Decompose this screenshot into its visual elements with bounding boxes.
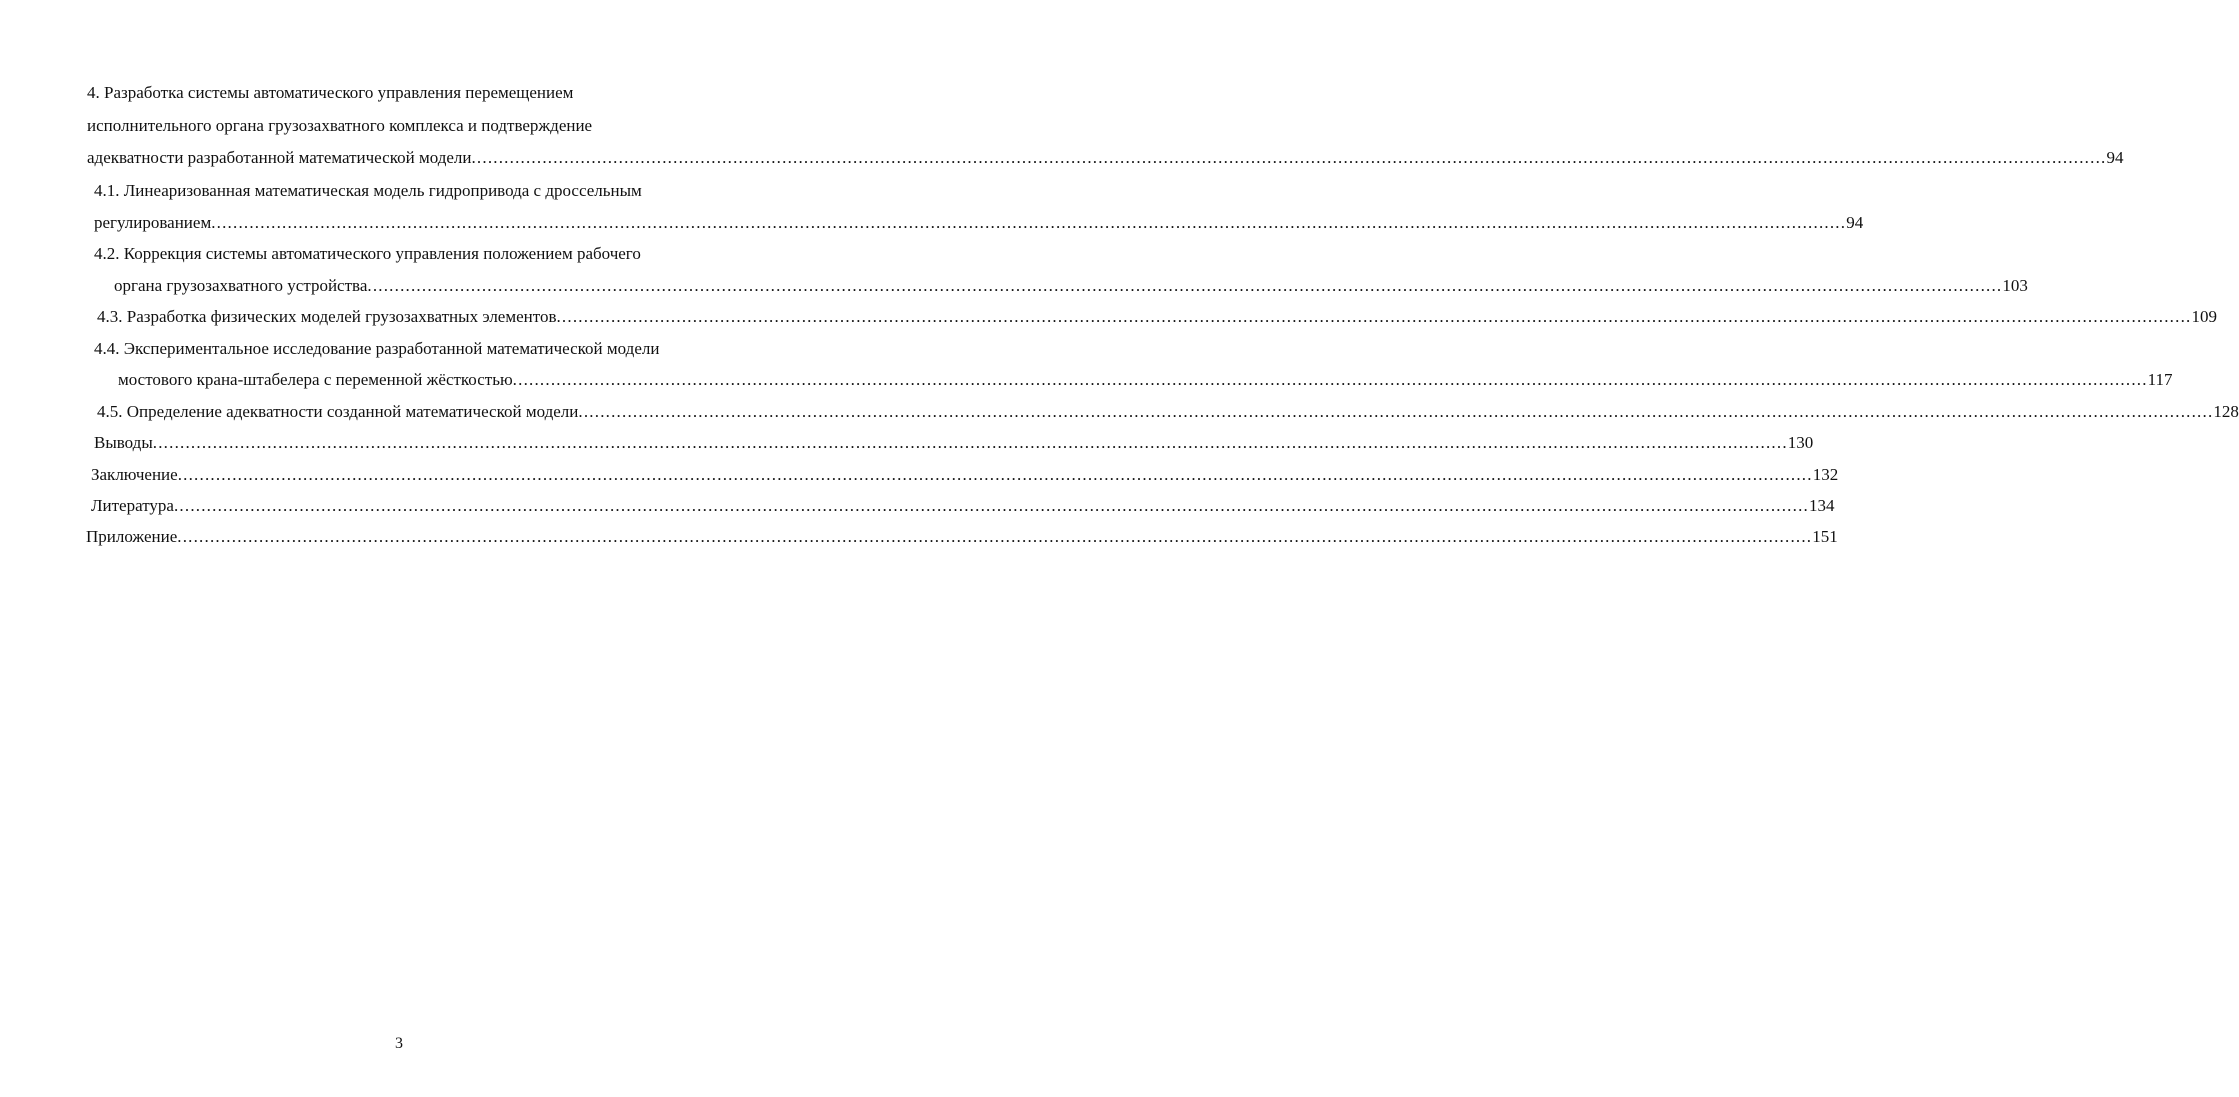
toc-chapter4-entry — [87, 148, 2124, 168]
toc-appendix-page: 151 — [1812, 527, 1838, 546]
toc-4-5-page: 128 — [2213, 402, 2239, 421]
toc-literature-title: Литература — [91, 496, 174, 515]
toc-4-1-entry — [94, 213, 1864, 233]
toc-leader-dots: ............................................................................................................................................................................................................................................................................................................ — [177, 465, 1813, 484]
toc-appendix-title: Приложение — [86, 527, 178, 546]
toc-chapter4-page: 94 — [2106, 148, 2124, 167]
page-number: 3 — [395, 1035, 403, 1052]
toc-chapter4-line2: исполнительного органа грузозахватного комплекса и подтверждение — [87, 116, 593, 135]
toc-4-1-line2: регулированием — [94, 213, 212, 232]
toc-leader-dots: ............................................................................................................................................................................................................................................................................................................ — [556, 307, 2192, 326]
toc-conclusions-entry — [94, 433, 1814, 453]
toc-4-2-entry — [114, 276, 2028, 296]
toc-appendix-entry — [86, 527, 1838, 547]
toc-4-2-line1: 4.2. Коррекция системы автоматического управления положением рабочего — [94, 244, 641, 263]
toc-leader-dots: ............................................................................................................................................................................................................................................................................................................ — [173, 496, 1809, 515]
toc-4-2-page: 103 — [2002, 276, 2028, 295]
toc-leader-dots: ............................................................................................................................................................................................................................................................................................................ — [211, 213, 1847, 232]
toc-4-3-title: 4.3. Разработка физических моделей грузозахватных элементов — [97, 307, 557, 326]
toc-leader-dots: ............................................................................................................................................................................................................................................................................................................ — [471, 148, 2107, 167]
toc-4-5-entry — [97, 402, 2239, 422]
toc-summary-entry — [91, 465, 1839, 485]
toc-conclusions-title: Выводы — [94, 433, 153, 452]
toc-literature-page: 134 — [1808, 496, 1835, 515]
toc-chapter4-line1: 4. Разработка системы автоматического управления перемещением — [87, 83, 574, 102]
toc-4-4-line1: 4.4. Экспериментальное исследование разработанной математической модели — [94, 339, 660, 358]
toc-4-4-entry — [118, 370, 2173, 390]
toc-leader-dots: ............................................................................................................................................................................................................................................................................................................ — [512, 370, 2148, 389]
toc-leader-dots: ............................................................................................................................................................................................................................................................................................................ — [367, 276, 2003, 295]
toc-summary-title: Заключение — [91, 465, 178, 484]
toc-4-3-entry — [97, 307, 2217, 327]
toc-conclusions-page: 130 — [1787, 433, 1814, 452]
toc-4-4-line2: мостового крана-штабелера с переменной жёсткостью — [118, 370, 513, 389]
toc-summary-page: 132 — [1812, 465, 1839, 484]
toc-leader-dots: ............................................................................................................................................................................................................................................................................................................ — [177, 527, 1813, 546]
toc-leader-dots: ............................................................................................................................................................................................................................................................................................................ — [152, 433, 1788, 452]
toc-4-1-line1: 4.1. Линеаризованная математическая модель гидропривода с дроссельным — [94, 181, 642, 200]
toc-4-3-page: 109 — [2191, 307, 2217, 326]
toc-chapter4-line3: адекватности разработанной математической модели — [87, 148, 472, 167]
toc-leader-dots: ............................................................................................................................................................................................................................................................................................................ — [578, 402, 2214, 421]
toc-4-4-page: 117 — [2147, 370, 2173, 389]
toc-literature-entry — [91, 496, 1835, 516]
toc-4-5-title: 4.5. Определение адекватности созданной математической модели — [97, 402, 579, 421]
toc-4-2-line2: органа грузозахватного устройства — [114, 276, 368, 295]
toc-4-1-page: 94 — [1846, 213, 1864, 232]
